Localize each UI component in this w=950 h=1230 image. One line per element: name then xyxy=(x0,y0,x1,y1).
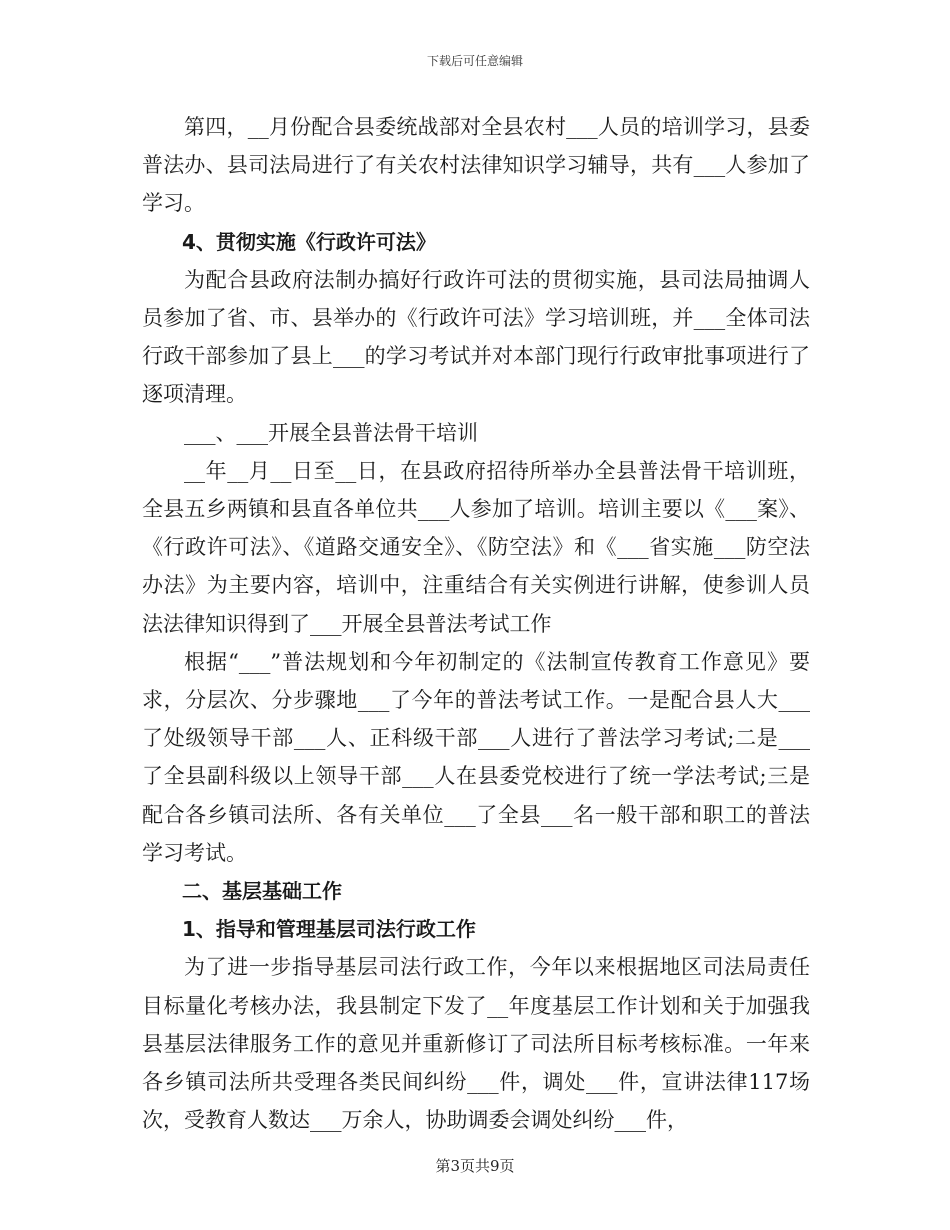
paragraph-5: 根据“___”普法规划和今年初制定的《法制宣传教育工作意见》要求，分层次、分步骤地___了今年的普法考试工作。一是配合县人大___了处级领导干部___人、正科级干部___人进行了普法学习考试;二是___了全县副科级以上领导干部___人在县委党校进行了统一学法考试;三是配合各乡镇司法所、各有关单位___了全县___名一般干部和职工的普法学习考试。 xyxy=(142,649,810,865)
section-heading-2: 二、基层基础工作 xyxy=(182,879,342,904)
paragraph-6: 为了进一步指导基层司法行政工作，今年以来根据地区司法局责任目标量化考核办法，我县制定下发了__年度基层工作计划和关于加强我县基层法律服务工作的意见并重新修订了司法所目标考核标准。一年来各乡镇司法所共受理各类民间纠纷___件，调处___件，宣讲法律117场次，受教育人数达___万余人，协助调委会调处纠纷___件， xyxy=(142,955,810,1133)
section-heading-4: 4、贯彻实施《行政许可法》 xyxy=(182,229,436,254)
paragraph-2: 为配合县政府法制办搞好行政许可法的贯彻实施，县司法局抽调人员参加了省、市、县举办的《行政许可法》学习培训班，并___全体司法行政干部参加了县上___的学习考试并对本部门现行行政审批事项进行了逐项清理。 xyxy=(142,267,810,407)
paragraph-1: 第四，__月份配合县委统战部对全县农村___人员的培训学习，县委普法办、县司法局进行了有关农村法律知识学习辅导，共有___人参加了学习。 xyxy=(142,115,810,216)
page-header: 下载后可任意编辑 xyxy=(426,54,523,68)
page-footer: 第3页共9页 xyxy=(435,1157,515,1175)
document-body xyxy=(142,108,810,1139)
subsection-heading-1: 1、指导和管理基层司法行政工作 xyxy=(182,917,476,942)
paragraph-4: __年__月__日至__日，在县政府招待所举办全县普法骨干培训班，全县五乡两镇和县直各单位共___人参加了培训。培训主要以《___案》、《行政许可法》、《道路交通安全》、《防空法》和《___省实施___防空法办法》为主要内容，培训中，注重结合有关实例进行讲解，使参训人员法法律知识得到了___开展全县普法考试工作 xyxy=(142,458,810,636)
paragraph-3: ___、___开展全县普法骨干培训 xyxy=(184,420,478,445)
